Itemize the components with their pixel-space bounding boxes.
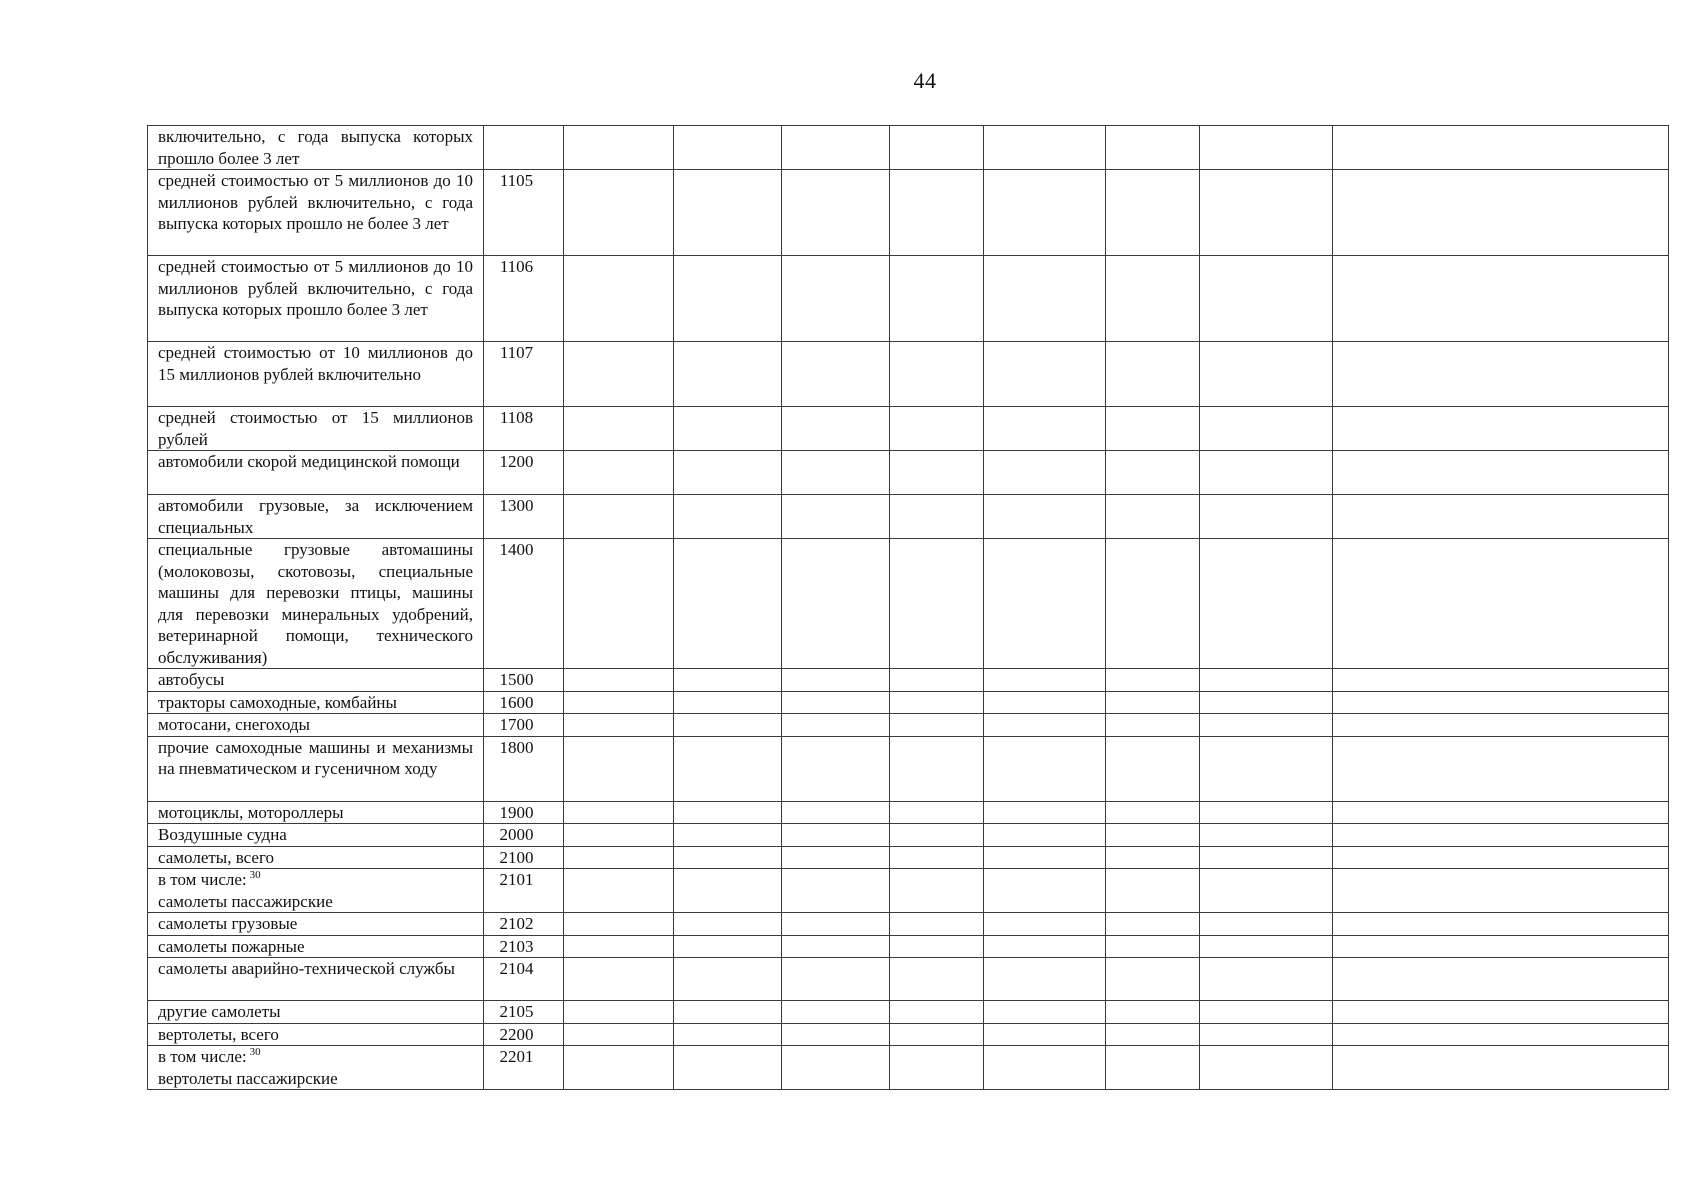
row-label: самолеты грузовые xyxy=(148,913,484,936)
value-cell[interactable] xyxy=(1106,801,1200,824)
table-row xyxy=(148,958,1669,1001)
value-cell[interactable] xyxy=(782,1023,890,1046)
value-cell[interactable] xyxy=(984,1023,1106,1046)
value-cell[interactable] xyxy=(564,714,674,737)
value-cell[interactable] xyxy=(1200,1001,1333,1024)
row-label-suffix: самолеты пассажирские xyxy=(158,891,333,911)
value-cell[interactable] xyxy=(564,451,674,495)
row-label: автомобили грузовые, за исключением специальных xyxy=(148,495,484,539)
table-row xyxy=(148,256,1669,342)
table-row xyxy=(148,495,1669,539)
table-row xyxy=(148,869,1669,913)
value-cell[interactable] xyxy=(1106,1023,1200,1046)
row-code xyxy=(484,126,564,170)
row-label: мотоциклы, мотороллеры xyxy=(148,801,484,824)
value-cell[interactable] xyxy=(674,913,782,936)
table-row xyxy=(148,1023,1669,1046)
value-cell[interactable] xyxy=(782,1046,890,1090)
value-cell[interactable] xyxy=(1333,1046,1669,1090)
table-row xyxy=(148,1001,1669,1024)
value-cell[interactable] xyxy=(674,170,782,256)
row-label: автобусы xyxy=(148,669,484,692)
value-cell[interactable] xyxy=(890,495,984,539)
row-label-prefix: в том числе: xyxy=(158,1047,247,1066)
value-cell[interactable] xyxy=(1333,935,1669,958)
value-cell[interactable] xyxy=(984,256,1106,342)
value-cell[interactable] xyxy=(890,935,984,958)
table-row xyxy=(148,935,1669,958)
table-row xyxy=(148,801,1669,824)
row-label: Воздушные судна xyxy=(148,824,484,847)
value-cell[interactable] xyxy=(890,913,984,936)
value-cell[interactable] xyxy=(984,935,1106,958)
value-cell[interactable] xyxy=(984,342,1106,407)
value-cell[interactable] xyxy=(782,256,890,342)
value-cell[interactable] xyxy=(1200,407,1333,451)
value-cell[interactable] xyxy=(564,691,674,714)
row-label: средней стоимостью от 5 миллионов до 10 миллионов рублей включительно, с года выпуска которых прошло не более 3 лет xyxy=(148,170,484,256)
row-code: 2105 xyxy=(484,1001,564,1024)
value-cell[interactable] xyxy=(782,913,890,936)
value-cell[interactable] xyxy=(674,935,782,958)
value-cell[interactable] xyxy=(984,126,1106,170)
value-cell[interactable] xyxy=(1106,126,1200,170)
row-code: 1900 xyxy=(484,801,564,824)
value-cell[interactable] xyxy=(564,342,674,407)
value-cell[interactable] xyxy=(1200,669,1333,692)
value-cell[interactable] xyxy=(1333,407,1669,451)
value-cell[interactable] xyxy=(890,539,984,669)
row-code: 1108 xyxy=(484,407,564,451)
value-cell[interactable] xyxy=(890,691,984,714)
value-cell[interactable] xyxy=(674,126,782,170)
value-cell[interactable] xyxy=(984,495,1106,539)
value-cell[interactable] xyxy=(564,801,674,824)
value-cell[interactable] xyxy=(564,958,674,1001)
value-cell[interactable] xyxy=(782,958,890,1001)
value-cell[interactable] xyxy=(782,691,890,714)
value-cell[interactable] xyxy=(564,736,674,801)
value-cell[interactable] xyxy=(782,935,890,958)
row-label: средней стоимостью от 15 миллионов рублей xyxy=(148,407,484,451)
value-cell[interactable] xyxy=(890,1046,984,1090)
value-cell[interactable] xyxy=(782,126,890,170)
table-row xyxy=(148,691,1669,714)
value-cell[interactable] xyxy=(782,714,890,737)
value-cell[interactable] xyxy=(1200,170,1333,256)
row-label-suffix: вертолеты пассажирские xyxy=(158,1068,338,1088)
value-cell[interactable] xyxy=(1106,495,1200,539)
row-code: 2103 xyxy=(484,935,564,958)
value-cell[interactable] xyxy=(1200,126,1333,170)
value-cell[interactable] xyxy=(1106,935,1200,958)
value-cell[interactable] xyxy=(1106,869,1200,913)
value-cell[interactable] xyxy=(1106,824,1200,847)
value-cell[interactable] xyxy=(890,170,984,256)
value-cell[interactable] xyxy=(890,342,984,407)
value-cell[interactable] xyxy=(984,869,1106,913)
footnote-marker: 30 xyxy=(249,869,261,882)
value-cell[interactable] xyxy=(1200,869,1333,913)
value-cell[interactable] xyxy=(782,736,890,801)
value-cell[interactable] xyxy=(674,451,782,495)
value-cell[interactable] xyxy=(1200,913,1333,936)
value-cell[interactable] xyxy=(1200,451,1333,495)
value-cell[interactable] xyxy=(1106,736,1200,801)
value-cell[interactable] xyxy=(1106,170,1200,256)
table-row xyxy=(148,714,1669,737)
value-cell[interactable] xyxy=(1333,170,1669,256)
row-code: 1700 xyxy=(484,714,564,737)
value-cell[interactable] xyxy=(674,256,782,342)
value-cell[interactable] xyxy=(674,736,782,801)
row-code: 2201 xyxy=(484,1046,564,1090)
row-label: другие самолеты xyxy=(148,1001,484,1024)
value-cell[interactable] xyxy=(1106,846,1200,869)
value-cell[interactable] xyxy=(564,1001,674,1024)
value-cell[interactable] xyxy=(890,669,984,692)
value-cell[interactable] xyxy=(890,451,984,495)
page-number: 44 xyxy=(913,68,937,93)
row-code: 1600 xyxy=(484,691,564,714)
value-cell[interactable] xyxy=(984,824,1106,847)
vehicle-table xyxy=(147,125,1669,1090)
value-cell[interactable] xyxy=(1106,342,1200,407)
table-row xyxy=(148,1046,1669,1090)
value-cell[interactable] xyxy=(984,451,1106,495)
value-cell[interactable] xyxy=(984,691,1106,714)
value-cell[interactable] xyxy=(564,669,674,692)
value-cell[interactable] xyxy=(1200,935,1333,958)
value-cell[interactable] xyxy=(564,1046,674,1090)
value-cell[interactable] xyxy=(890,958,984,1001)
value-cell[interactable] xyxy=(890,824,984,847)
value-cell[interactable] xyxy=(890,1023,984,1046)
value-cell[interactable] xyxy=(1333,1001,1669,1024)
row-label: средней стоимостью от 10 миллионов до 15 миллионов рублей включительно xyxy=(148,342,484,407)
row-code: 1200 xyxy=(484,451,564,495)
value-cell[interactable] xyxy=(782,846,890,869)
value-cell[interactable] xyxy=(1200,691,1333,714)
value-cell[interactable] xyxy=(1200,1023,1333,1046)
value-cell[interactable] xyxy=(1333,913,1669,936)
value-cell[interactable] xyxy=(890,869,984,913)
value-cell[interactable] xyxy=(984,669,1106,692)
value-cell[interactable] xyxy=(782,451,890,495)
value-cell[interactable] xyxy=(1333,1023,1669,1046)
value-cell[interactable] xyxy=(984,913,1106,936)
value-cell[interactable] xyxy=(984,1001,1106,1024)
value-cell[interactable] xyxy=(564,170,674,256)
table-row xyxy=(148,736,1669,801)
value-cell[interactable] xyxy=(984,736,1106,801)
row-code: 2102 xyxy=(484,913,564,936)
value-cell[interactable] xyxy=(1333,539,1669,669)
value-cell[interactable] xyxy=(1106,913,1200,936)
row-code: 2200 xyxy=(484,1023,564,1046)
value-cell[interactable] xyxy=(1200,736,1333,801)
value-cell[interactable] xyxy=(890,1001,984,1024)
table-row xyxy=(148,407,1669,451)
value-cell[interactable] xyxy=(1333,126,1669,170)
row-label: автомобили скорой медицинской помощи xyxy=(148,451,484,495)
row-label: включительно, с года выпуска которых прошло более 3 лет xyxy=(148,126,484,170)
value-cell[interactable] xyxy=(674,1001,782,1024)
row-label: самолеты, всего xyxy=(148,846,484,869)
value-cell[interactable] xyxy=(890,256,984,342)
value-cell[interactable] xyxy=(984,407,1106,451)
value-cell[interactable] xyxy=(564,846,674,869)
value-cell[interactable] xyxy=(1106,539,1200,669)
row-label xyxy=(148,1046,484,1090)
value-cell[interactable] xyxy=(890,801,984,824)
value-cell[interactable] xyxy=(564,407,674,451)
value-cell[interactable] xyxy=(564,913,674,936)
value-cell[interactable] xyxy=(1106,1046,1200,1090)
row-code: 2000 xyxy=(484,824,564,847)
table-row xyxy=(148,846,1669,869)
value-cell[interactable] xyxy=(1333,736,1669,801)
value-cell[interactable] xyxy=(1333,451,1669,495)
value-cell[interactable] xyxy=(984,170,1106,256)
value-cell[interactable] xyxy=(782,495,890,539)
value-cell[interactable] xyxy=(674,342,782,407)
row-label: вертолеты, всего xyxy=(148,1023,484,1046)
value-cell[interactable] xyxy=(1333,691,1669,714)
value-cell[interactable] xyxy=(782,869,890,913)
table-row xyxy=(148,126,1669,170)
value-cell[interactable] xyxy=(564,1023,674,1046)
value-cell[interactable] xyxy=(564,256,674,342)
table-row xyxy=(148,539,1669,669)
value-cell[interactable] xyxy=(1200,256,1333,342)
value-cell[interactable] xyxy=(674,669,782,692)
value-cell[interactable] xyxy=(674,1046,782,1090)
value-cell[interactable] xyxy=(674,539,782,669)
value-cell[interactable] xyxy=(674,869,782,913)
value-cell[interactable] xyxy=(890,846,984,869)
row-code: 1107 xyxy=(484,342,564,407)
value-cell[interactable] xyxy=(1106,407,1200,451)
row-code: 2101 xyxy=(484,869,564,913)
value-cell[interactable] xyxy=(890,714,984,737)
value-cell[interactable] xyxy=(782,407,890,451)
row-label: средней стоимостью от 5 миллионов до 10 миллионов рублей включительно, с года выпуска которых прошло более 3 лет xyxy=(148,256,484,342)
value-cell[interactable] xyxy=(674,824,782,847)
value-cell[interactable] xyxy=(1333,869,1669,913)
value-cell[interactable] xyxy=(984,846,1106,869)
value-cell[interactable] xyxy=(674,691,782,714)
value-cell[interactable] xyxy=(782,539,890,669)
table-row xyxy=(148,824,1669,847)
value-cell[interactable] xyxy=(984,958,1106,1001)
value-cell[interactable] xyxy=(1200,495,1333,539)
row-label: прочие самоходные машины и механизмы на пневматическом и гусеничном ходу xyxy=(148,736,484,801)
value-cell[interactable] xyxy=(674,407,782,451)
value-cell[interactable] xyxy=(984,801,1106,824)
value-cell[interactable] xyxy=(1333,256,1669,342)
value-cell[interactable] xyxy=(1106,714,1200,737)
value-cell[interactable] xyxy=(1333,669,1669,692)
value-cell[interactable] xyxy=(1333,801,1669,824)
value-cell[interactable] xyxy=(984,714,1106,737)
value-cell[interactable] xyxy=(674,801,782,824)
value-cell[interactable] xyxy=(564,824,674,847)
value-cell[interactable] xyxy=(564,935,674,958)
table-row xyxy=(148,170,1669,256)
value-cell[interactable] xyxy=(674,495,782,539)
value-cell[interactable] xyxy=(984,1046,1106,1090)
row-code: 1300 xyxy=(484,495,564,539)
row-code: 1400 xyxy=(484,539,564,669)
value-cell[interactable] xyxy=(674,714,782,737)
value-cell[interactable] xyxy=(564,539,674,669)
value-cell[interactable] xyxy=(1200,1046,1333,1090)
row-label: мотосани, снегоходы xyxy=(148,714,484,737)
value-cell[interactable] xyxy=(1333,958,1669,1001)
value-cell[interactable] xyxy=(674,958,782,1001)
footnote-marker: 30 xyxy=(249,1046,261,1059)
value-cell[interactable] xyxy=(782,170,890,256)
value-cell[interactable] xyxy=(564,126,674,170)
row-code: 2100 xyxy=(484,846,564,869)
value-cell[interactable] xyxy=(1333,824,1669,847)
value-cell[interactable] xyxy=(1106,691,1200,714)
value-cell[interactable] xyxy=(1200,846,1333,869)
value-cell[interactable] xyxy=(1333,714,1669,737)
value-cell[interactable] xyxy=(564,869,674,913)
table-row xyxy=(148,342,1669,407)
row-code: 2104 xyxy=(484,958,564,1001)
value-cell[interactable] xyxy=(674,846,782,869)
table-body xyxy=(148,126,1669,1090)
value-cell[interactable] xyxy=(1106,256,1200,342)
value-cell[interactable] xyxy=(1333,495,1669,539)
value-cell[interactable] xyxy=(782,1001,890,1024)
value-cell[interactable] xyxy=(890,407,984,451)
value-cell[interactable] xyxy=(1200,824,1333,847)
value-cell[interactable] xyxy=(1200,539,1333,669)
table-row xyxy=(148,451,1669,495)
value-cell[interactable] xyxy=(1106,1001,1200,1024)
value-cell[interactable] xyxy=(1200,714,1333,737)
value-cell[interactable] xyxy=(674,1023,782,1046)
row-label-prefix: в том числе: xyxy=(158,870,247,889)
row-label: специальные грузовые автомашины (молоковозы, скотовозы, специальные машины для перевозки птицы, машины для перевозки минеральных удобрений, ветеринарной помощи, технического обслуживания) xyxy=(148,539,484,669)
value-cell[interactable] xyxy=(1200,342,1333,407)
value-cell[interactable] xyxy=(782,801,890,824)
table-row xyxy=(148,913,1669,936)
row-label: самолеты аварийно-технической службы xyxy=(148,958,484,1001)
value-cell[interactable] xyxy=(1200,801,1333,824)
row-code: 1800 xyxy=(484,736,564,801)
table-row xyxy=(148,669,1669,692)
value-cell[interactable] xyxy=(1200,958,1333,1001)
value-cell[interactable] xyxy=(1106,451,1200,495)
value-cell[interactable] xyxy=(890,126,984,170)
value-cell[interactable] xyxy=(782,342,890,407)
value-cell[interactable] xyxy=(564,495,674,539)
value-cell[interactable] xyxy=(1333,846,1669,869)
value-cell[interactable] xyxy=(984,539,1106,669)
row-label: тракторы самоходные, комбайны xyxy=(148,691,484,714)
row-code: 1105 xyxy=(484,170,564,256)
value-cell[interactable] xyxy=(1333,342,1669,407)
value-cell[interactable] xyxy=(1106,669,1200,692)
value-cell[interactable] xyxy=(782,824,890,847)
row-code: 1106 xyxy=(484,256,564,342)
row-label: самолеты пожарные xyxy=(148,935,484,958)
row-label xyxy=(148,869,484,913)
value-cell[interactable] xyxy=(1106,958,1200,1001)
value-cell[interactable] xyxy=(890,736,984,801)
row-code: 1500 xyxy=(484,669,564,692)
value-cell[interactable] xyxy=(782,669,890,692)
